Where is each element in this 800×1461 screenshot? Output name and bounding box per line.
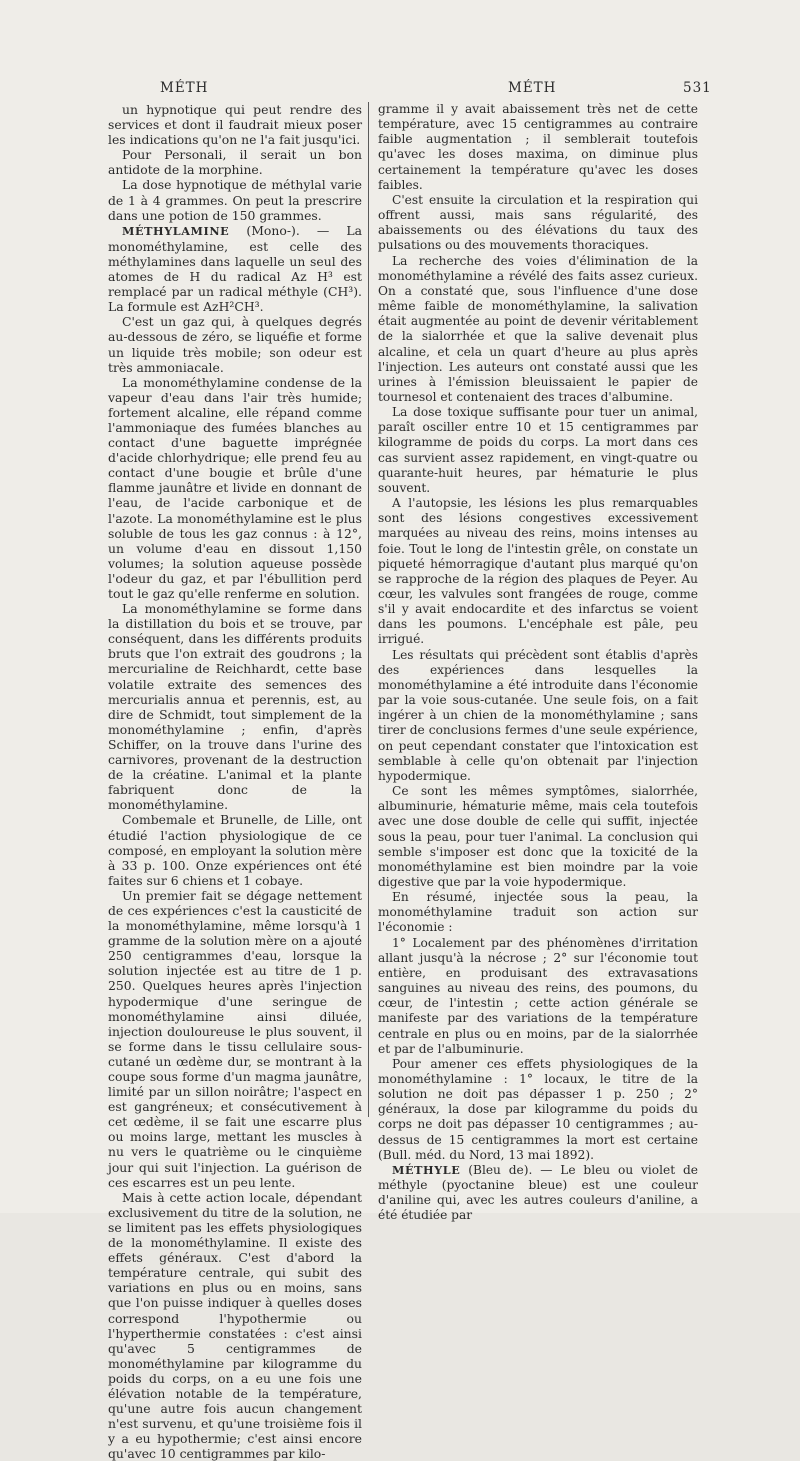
right-column	[378, 102, 698, 1224]
left-column	[108, 102, 362, 1461]
body-paragraph: La dose hypnotique de méthylal varie de 1 à 4 grammes. On peut la prescrire dans une potion de 150 grammes.	[108, 177, 362, 223]
body-paragraph: La monométhylamine se forme dans la distillation du bois et se trouve, par conséquent, dans les différents produits bruts que l'on extrait des goudrons ; la mercurialine de Reichhardt, cette base volatile extraite des semences des mercurialis annua et perennis, est, au dire de Schmidt, tout simplement de la monométhylamine ; enfin, d'après Schiffer, on la trouve dans l'urine des carnivores, provenant de la destruction de la créatine. L'animal et la plante fabriquent donc de la monométhylamine.	[108, 601, 362, 813]
entry-title: MÉTHYLE	[392, 1162, 461, 1177]
body-paragraph: un hypnotique qui peut rendre des services et dont il faudrait mieux poser les indications qu'on ne l'a fait jusqu'ici.	[108, 102, 362, 148]
body-paragraph: La monométhylamine condense de la vapeur d'eau dans l'air très humide; fortement alcaline, elle répand comme l'ammoniaque des fumées blanches au contact d'une baguette imprégnée d'acide chlorhydrique; elle prend feu au contact d'une bougie et brûle d'une flamme jaunâtre et livide en donnant de l'eau, de l'acide carbonique et de l'azote. La monométhylamine est le plus soluble de tous les gaz connus : à 12°, un volume d'eau en dissout 1,150 volumes; la solution aqueuse possède l'odeur du gaz, et par l'ébullition perd tout le gaz qu'elle renferme en solution.	[108, 374, 362, 601]
body-paragraph: Combemale et Brunelle, de Lille, ont étudié l'action physiologique de ce composé, en employant la solution mère à 33 p. 100. Onze expériences ont été faites sur 6 chiens et 1 cobaye.	[108, 812, 362, 888]
column-divider	[368, 102, 369, 1117]
entry-text: (Bleu de). — Le bleu ou violet de méthyle (pyoctanine bleue) est une couleur d'aniline qui, avec les autres couleurs d'aniline, a été étudiée par	[378, 1162, 698, 1223]
body-paragraph: Ce sont les mêmes symptômes, sialorrhée, albuminurie, hématurie même, mais cela toutefois avec une dose double de celle qui suffit, injectée sous la peau, pour tuer l'animal. La conclusion qui semble s'imposer est donc que la toxicité de la monométhylamine est bien moindre par la voie digestive que par la voie hypodermique.	[378, 784, 698, 889]
body-paragraph: A l'autopsie, les lésions les plus remarquables sont des lésions congestives excessivement marquées au niveau des reins, moins intenses au foie. Tout le long de l'intestin grêle, on constate un piqueté hémorragique d'autant plus marqué qu'on se rapproche de la région des plaques de Peyer. Au cœur, les valvules sont frangées de rouge, comme s'il y avait endocardite et des infarctus se voient dans les poumons. L'encéphale est pâle, peu irrigué.	[378, 496, 698, 647]
entry-paragraph	[378, 1163, 698, 1224]
running-header-right: MÉTH	[508, 80, 557, 96]
entry-text: (Mono-). — La monométhylamine, est celle des méthylamines dans laquelle un seul des atomes de H du radical Az H³ est remplacé par un radical méthyle (CH³). La formule est AzH²CH³.	[108, 222, 362, 315]
body-paragraph: Les résultats qui précèdent sont établis d'après des expériences dans lesquelles la monométhylamine a été introduite dans l'économie par la voie sous-cutanée. Une seule fois, on a fait ingérer à un chien de la monométhylamine ; sans tirer de conclusions fermes d'une seule expérience, on peut cependant constater que l'intoxication est semblable à celle qu'on obtenait par l'injection hypodermique.	[378, 647, 698, 783]
body-paragraph: C'est un gaz qui, à quelques degrés au-dessous de zéro, se liquéfie et forme un liquide très mobile; son odeur est très ammoniacale.	[108, 314, 362, 375]
body-paragraph: C'est ensuite la circulation et la respiration qui offrent aussi, mais sans régularité, des abaissements ou des élévations du taux des pulsations ou des mouvements thoraciques.	[378, 192, 698, 253]
body-paragraph: Un premier fait se dégage nettement de ces expériences c'est la causticité de la monométhylamine, même lorsqu'à 1 gramme de la solution mère on a ajouté 250 centigrammes d'eau, lorsque la solution injectée est au titre de 1 p. 250. Quelques heures après l'injection hypodermique d'une seringue de monométhylamine ainsi diluée, injection douloureuse le plus souvent, il se forme dans le tissu cellulaire sous-cutané un œdème dur, se montrant à la coupe sous forme d'un magma jaunâtre, limité par un sillon noirâtre; l'aspect en est gangréneux; et consécutivement à cet œdème, il se fait une escarre plus ou moins large, mettant les muscles à nu vers le quatrième ou le cinquième jour qui suit l'injection. La guérison de ces escarres est un peu lente.	[108, 887, 362, 1190]
body-paragraph: Pour amener ces effets physiologiques de la monométhylamine : 1° locaux, le titre de la solution ne doit pas dépasser 1 p. 250 ; 2° généraux, la dose par kilogramme du poids du corps ne doit pas dépasser 10 centigrammes ; au-dessus de 15 centigrammes la mort est certaine (Bull. méd. du Nord, 13 mai 1892).	[378, 1056, 698, 1162]
entry-paragraph	[108, 223, 362, 315]
entry-title: MÉTHYLAMINE	[122, 223, 230, 238]
body-paragraph: Pour Personali, il serait un bon antidote de la morphine.	[108, 147, 362, 178]
running-header-left: MÉTH	[160, 80, 209, 96]
body-paragraph: gramme il y avait abaissement très net de cette température, avec 15 centigrammes au contraire faible augmentation ; il semblerait toutefois qu'avec les doses maxima, on diminue plus certainement la température qu'avec les doses faibles.	[378, 102, 698, 192]
body-paragraph: La dose toxique suffisante pour tuer un animal, paraît osciller entre 10 et 15 centigrammes par kilogramme de poids du corps. La mort dans ces cas survient assez rapidement, en vingt-quatre ou quarante-huit heures, par hématurie le plus souvent.	[378, 405, 698, 495]
body-paragraph: La recherche des voies d'élimination de la monométhylamine a révélé des faits assez curieux. On a constaté que, sous l'influence d'une dose même faible de monométhylamine, la salivation était augmentée au point de devenir véritablement de la sialorrhée et que la salive devenait plus alcaline, et cela un quart d'heure au plus après l'injection. Les auteurs ont constaté aussi que les urines à l'émission bleuissaient le papier de tournesol et contenaient des traces d'albumine.	[378, 253, 698, 404]
page-number: 531	[683, 80, 712, 96]
body-paragraph: 1° Localement par des phénomènes d'irritation allant jusqu'à la nécrose ; 2° sur l'économie tout entière, en produisant des extravasations sanguines au niveau des reins, des poumons, du cœur, de l'intestin ; cette action générale se manifeste par des variations de la température centrale en plus ou en moins, par de la sialorrhée et par de l'albuminurie.	[378, 935, 698, 1056]
body-paragraph: En résumé, injectée sous la peau, la monométhylamine traduit son action sur l'économie :	[378, 890, 698, 935]
body-paragraph: Mais à cette action locale, dépendant exclusivement du titre de la solution, ne se limitent pas les effets physiologiques de la monométhylamine. Il existe des effets généraux. C'est d'abord la température centrale, qui subit des variations en plus ou en moins, sans que l'on puisse indiquer à quelles doses correspond l'hypothermie ou l'hyperthermie constatées : c'est ainsi qu'avec 5 centigrammes de monométhylamine par kilogramme du poids du corps, on a eu une fois une élévation notable de la température, qu'une autre fois aucun changement n'est survenu, et qu'une troisième fois il y a eu hypothermie; c'est ainsi encore qu'avec 10 centigrammes par kilo-	[108, 1189, 362, 1461]
